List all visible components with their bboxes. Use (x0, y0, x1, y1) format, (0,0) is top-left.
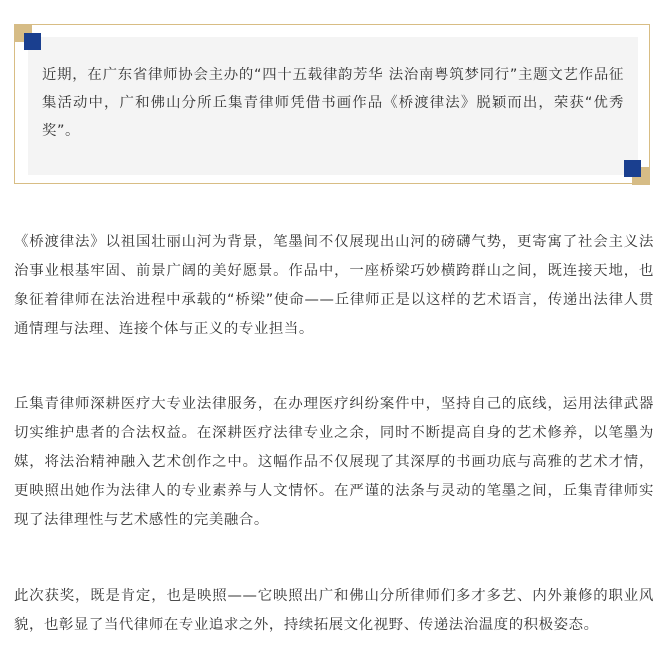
corner-decoration-top-left-navy (24, 33, 41, 50)
intro-box (28, 37, 638, 175)
paragraph-lawyer-profile: 丘集青律师深耕医疗大专业法律服务，在办理医疗纠纷案件中，坚持自己的底线，运用法律武器切实维护患者的合法权益。在深耕医疗法律专业之余，同时不断提高自身的艺术修养，以笔墨为媒，将法治精神融入艺术创作之中。这幅作品不仅展现了其深厚的书画功底与高雅的艺术才情，更映照出她作为法律人的专业素养与人文情怀。在严谨的法条与灵动的笔墨之间，丘集青律师实现了法律理性与艺术感性的完美融合。 (14, 396, 654, 528)
paragraph-artwork-description: 《桥渡律法》以祖国壮丽山河为背景，笔墨间不仅展现出山河的磅礴气势，更寄寓了社会主义法治事业根基牢固、前景广阔的美好愿景。作品中，一座桥梁巧妙横跨群山之间，既连接天地，也象征着律师在法治进程中承载的“桥梁”使命——丘律师正是以这样的艺术语言，传递出法律人贯通情理与法理、连接个体与正义的专业担当。 (14, 234, 654, 337)
paragraph-award-significance: 此次获奖，既是肯定，也是映照——它映照出广和佛山分所律师们多才多艺、内外兼修的职业风貌，也彰显了当代律师在专业追求之外，持续拓展文化视野、传递法治温度的积极姿态。 (14, 588, 654, 633)
intro-text: 近期，在广东省律师协会主办的“四十五载律韵芳华 法治南粤筑梦同行”主题文艺作品征集活动中，广和佛山分所丘集青律师凭借书画作品《桥渡律法》脱颖而出，荣获“优秀奖”。 (42, 67, 624, 139)
corner-decoration-bottom-right-navy (624, 160, 641, 177)
